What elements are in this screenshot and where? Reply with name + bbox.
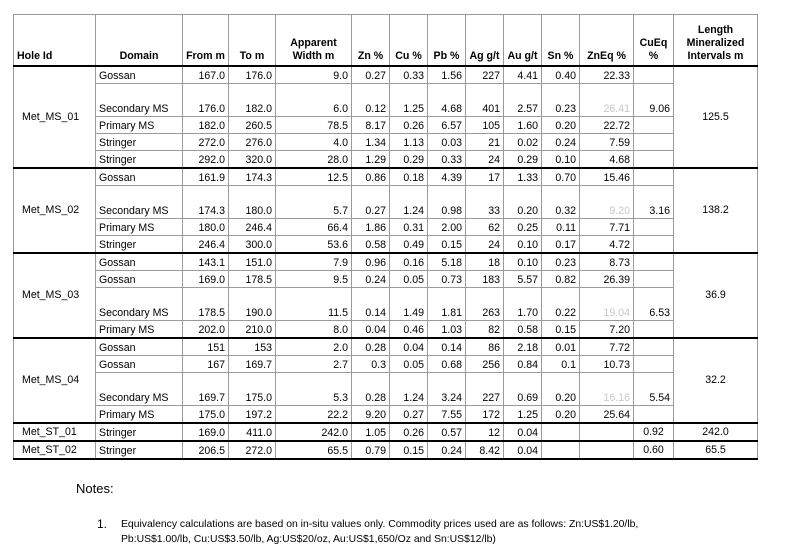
zneq-cell: 16.16 (580, 373, 634, 406)
ag-cell: 401 (466, 84, 504, 117)
to-cell: 153 (229, 338, 276, 356)
pb-cell: 2.00 (428, 219, 466, 236)
au-cell: 4.41 (504, 66, 542, 84)
domain-cell: Secondary MS (96, 373, 183, 406)
ag-cell: 33 (466, 186, 504, 219)
cueq-cell: 6.53 (634, 288, 674, 321)
zn-cell: 0.14 (352, 288, 390, 321)
ag-cell: 24 (466, 236, 504, 254)
to-cell: 272.0 (229, 441, 276, 459)
domain-cell: Gossan (96, 271, 183, 288)
sn-cell: 0.32 (542, 186, 580, 219)
to-cell: 180.0 (229, 186, 276, 219)
width-cell: 6.0 (276, 84, 352, 117)
zneq-cell: 26.41 (580, 84, 634, 117)
col-header-ag: Ag g/t (466, 15, 504, 67)
sn-cell: 0.40 (542, 66, 580, 84)
table-row (14, 151, 758, 169)
col-header-length: Length Mineralized Intervals m (674, 15, 758, 67)
sn-cell: 0.82 (542, 271, 580, 288)
from-cell: 167 (183, 356, 229, 373)
length-cell: 32.2 (674, 338, 758, 423)
au-cell: 1.60 (504, 117, 542, 134)
pb-cell: 0.73 (428, 271, 466, 288)
zneq-cell: 22.33 (580, 66, 634, 84)
width-cell: 9.5 (276, 271, 352, 288)
note-text: Equivalency calculations are based on in-situ values only. Commodity prices used are as follows: Zn:US$1.20/lb, Pb:US$1.00/lb, Cu:US$3.50/lb, Ag:US$20/oz, Au:US$1,650/Oz and Sn:US$12/lb) (121, 519, 639, 545)
from-cell: 161.9 (183, 168, 229, 186)
cu-cell: 1.13 (390, 134, 428, 151)
zn-cell: 8.17 (352, 117, 390, 134)
note-number: 1. (97, 517, 108, 531)
table-row (14, 134, 758, 151)
domain-cell: Stringer (96, 423, 183, 441)
domain-cell: Primary MS (96, 219, 183, 236)
table-row (14, 423, 758, 441)
zneq-cell: 7.71 (580, 219, 634, 236)
to-cell: 246.4 (229, 219, 276, 236)
cu-cell: 0.31 (390, 219, 428, 236)
width-cell: 2.7 (276, 356, 352, 373)
table-row (14, 117, 758, 134)
table-body (14, 66, 758, 459)
hole-id-cell: Met_MS_04 (14, 338, 96, 423)
width-cell: 5.3 (276, 373, 352, 406)
au-cell: 0.04 (504, 441, 542, 459)
zn-cell: 0.3 (352, 356, 390, 373)
zneq-cell: 22.72 (580, 117, 634, 134)
domain-cell: Primary MS (96, 117, 183, 134)
to-cell: 411.0 (229, 423, 276, 441)
table-row (14, 271, 758, 288)
cueq-empty-cell (634, 236, 674, 254)
pb-cell: 1.56 (428, 66, 466, 84)
col-header-width: Apparent Width m (276, 15, 352, 67)
cu-cell: 0.33 (390, 66, 428, 84)
cu-cell: 0.49 (390, 236, 428, 254)
zn-cell: 0.27 (352, 66, 390, 84)
from-cell: 169.7 (183, 373, 229, 406)
domain-cell: Stringer (96, 151, 183, 169)
zneq-cell: 19.04 (580, 288, 634, 321)
pb-cell: 1.81 (428, 288, 466, 321)
cu-cell: 0.16 (390, 253, 428, 271)
width-cell: 11.5 (276, 288, 352, 321)
to-cell: 300.0 (229, 236, 276, 254)
cu-cell: 0.05 (390, 271, 428, 288)
cu-cell: 1.24 (390, 373, 428, 406)
ag-cell: 172 (466, 406, 504, 424)
cueq-empty-cell (634, 338, 674, 356)
table-row (14, 356, 758, 373)
to-cell: 174.3 (229, 168, 276, 186)
pb-cell: 0.14 (428, 338, 466, 356)
cu-cell: 0.27 (390, 406, 428, 424)
zn-cell: 0.12 (352, 84, 390, 117)
to-cell: 276.0 (229, 134, 276, 151)
zn-cell: 0.28 (352, 338, 390, 356)
ag-cell: 227 (466, 373, 504, 406)
pb-cell: 1.03 (428, 321, 466, 339)
from-cell: 176.0 (183, 84, 229, 117)
zn-cell: 0.86 (352, 168, 390, 186)
from-cell: 202.0 (183, 321, 229, 339)
zneq-cell (580, 441, 634, 459)
sn-cell: 0.20 (542, 406, 580, 424)
from-cell: 206.5 (183, 441, 229, 459)
hole-id-cell: Met_ST_02 (14, 441, 96, 459)
width-cell: 2.0 (276, 338, 352, 356)
au-cell: 0.10 (504, 236, 542, 254)
table-row (14, 253, 758, 271)
ag-cell: 21 (466, 134, 504, 151)
pb-cell: 4.68 (428, 84, 466, 117)
zneq-cell: 4.68 (580, 151, 634, 169)
cu-cell: 0.05 (390, 356, 428, 373)
width-cell: 8.0 (276, 321, 352, 339)
sn-cell (542, 441, 580, 459)
table-row (14, 236, 758, 254)
ag-cell: 256 (466, 356, 504, 373)
hole-id-cell: Met_MS_03 (14, 253, 96, 338)
ag-cell: 12 (466, 423, 504, 441)
width-cell: 7.9 (276, 253, 352, 271)
domain-cell: Gossan (96, 356, 183, 373)
sn-cell: 0.1 (542, 356, 580, 373)
pb-cell: 0.33 (428, 151, 466, 169)
to-cell: 190.0 (229, 288, 276, 321)
cueq-empty-cell (634, 151, 674, 169)
col-header-cu: Cu % (390, 15, 428, 67)
sn-cell: 0.11 (542, 219, 580, 236)
col-header-sn: Sn % (542, 15, 580, 67)
sn-cell: 0.70 (542, 168, 580, 186)
domain-cell: Secondary MS (96, 84, 183, 117)
cueq-empty-cell (634, 134, 674, 151)
hole-id-cell: Met_MS_02 (14, 168, 96, 253)
width-cell: 5.7 (276, 186, 352, 219)
length-cell: 138.2 (674, 168, 758, 253)
pb-cell: 6.57 (428, 117, 466, 134)
zneq-cell: 10.73 (580, 356, 634, 373)
domain-cell: Stringer (96, 236, 183, 254)
domain-cell: Stringer (96, 441, 183, 459)
ag-cell: 17 (466, 168, 504, 186)
cueq-cell: 0.60 (634, 441, 674, 459)
to-cell: 169.7 (229, 356, 276, 373)
cueq-empty-cell (634, 66, 674, 84)
from-cell: 182.0 (183, 117, 229, 134)
ag-cell: 8.42 (466, 441, 504, 459)
sn-cell: 0.20 (542, 117, 580, 134)
col-header-au: Au g/t (504, 15, 542, 67)
width-cell: 9.0 (276, 66, 352, 84)
from-cell: 272.0 (183, 134, 229, 151)
col-header-to: To m (229, 15, 276, 67)
au-cell: 0.10 (504, 253, 542, 271)
cueq-empty-cell (634, 253, 674, 271)
table-row (14, 66, 758, 84)
domain-cell: Stringer (96, 134, 183, 151)
hole-id-cell: Met_MS_01 (14, 66, 96, 168)
sn-cell: 0.15 (542, 321, 580, 339)
width-cell: 12.5 (276, 168, 352, 186)
width-cell: 242.0 (276, 423, 352, 441)
from-cell: 169.0 (183, 271, 229, 288)
pb-cell: 7.55 (428, 406, 466, 424)
au-cell: 0.29 (504, 151, 542, 169)
cu-cell: 0.26 (390, 423, 428, 441)
from-cell: 151 (183, 338, 229, 356)
pb-cell: 0.68 (428, 356, 466, 373)
to-cell: 178.5 (229, 271, 276, 288)
col-header-pb: Pb % (428, 15, 466, 67)
width-cell: 22.2 (276, 406, 352, 424)
to-cell: 175.0 (229, 373, 276, 406)
cueq-cell: 9.06 (634, 84, 674, 117)
au-cell: 0.02 (504, 134, 542, 151)
zn-cell: 0.96 (352, 253, 390, 271)
sn-cell: 0.22 (542, 288, 580, 321)
table-row (14, 321, 758, 339)
table-row (14, 373, 758, 406)
cu-cell: 0.18 (390, 168, 428, 186)
cueq-empty-cell (634, 356, 674, 373)
to-cell: 176.0 (229, 66, 276, 84)
sn-cell: 0.20 (542, 373, 580, 406)
zneq-cell: 7.59 (580, 134, 634, 151)
au-cell: 0.58 (504, 321, 542, 339)
table-row (14, 84, 758, 117)
hole-id-cell: Met_ST_01 (14, 423, 96, 441)
domain-cell: Gossan (96, 66, 183, 84)
cueq-empty-cell (634, 271, 674, 288)
cueq-cell: 0.92 (634, 423, 674, 441)
au-cell: 5.57 (504, 271, 542, 288)
from-cell: 167.0 (183, 66, 229, 84)
width-cell: 4.0 (276, 134, 352, 151)
table-row (14, 186, 758, 219)
cu-cell: 1.24 (390, 186, 428, 219)
cu-cell: 1.49 (390, 288, 428, 321)
au-cell: 0.04 (504, 423, 542, 441)
zn-cell: 0.04 (352, 321, 390, 339)
sn-cell: 0.17 (542, 236, 580, 254)
zn-cell: 1.86 (352, 219, 390, 236)
from-cell: 143.1 (183, 253, 229, 271)
length-cell: 65.5 (674, 441, 758, 459)
zneq-cell: 7.72 (580, 338, 634, 356)
col-header-cueq: CuEq % (634, 15, 674, 67)
cueq-empty-cell (634, 406, 674, 424)
zn-cell: 0.28 (352, 373, 390, 406)
cueq-empty-cell (634, 321, 674, 339)
au-cell: 1.70 (504, 288, 542, 321)
pb-cell: 0.57 (428, 423, 466, 441)
to-cell: 197.2 (229, 406, 276, 424)
au-cell: 1.25 (504, 406, 542, 424)
domain-cell: Gossan (96, 253, 183, 271)
cu-cell: 0.26 (390, 117, 428, 134)
cu-cell: 0.46 (390, 321, 428, 339)
sn-cell: 0.23 (542, 84, 580, 117)
zn-cell: 0.27 (352, 186, 390, 219)
pb-cell: 4.39 (428, 168, 466, 186)
sn-cell: 0.10 (542, 151, 580, 169)
domain-cell: Primary MS (96, 406, 183, 424)
table-row (14, 219, 758, 236)
ag-cell: 227 (466, 66, 504, 84)
length-cell: 125.5 (674, 66, 758, 168)
domain-cell: Secondary MS (96, 288, 183, 321)
au-cell: 0.84 (504, 356, 542, 373)
au-cell: 2.57 (504, 84, 542, 117)
pb-cell: 3.24 (428, 373, 466, 406)
zneq-cell: 4.72 (580, 236, 634, 254)
au-cell: 0.69 (504, 373, 542, 406)
col-header-zneq: ZnEq % (580, 15, 634, 67)
au-cell: 1.33 (504, 168, 542, 186)
header-row (14, 15, 758, 67)
zneq-cell: 25.64 (580, 406, 634, 424)
cu-cell: 0.04 (390, 338, 428, 356)
to-cell: 320.0 (229, 151, 276, 169)
zneq-cell: 8.73 (580, 253, 634, 271)
zn-cell: 1.29 (352, 151, 390, 169)
domain-cell: Primary MS (96, 321, 183, 339)
width-cell: 66.4 (276, 219, 352, 236)
domain-cell: Gossan (96, 338, 183, 356)
pb-cell: 0.24 (428, 441, 466, 459)
cueq-empty-cell (634, 117, 674, 134)
domain-cell: Secondary MS (96, 186, 183, 219)
au-cell: 2.18 (504, 338, 542, 356)
cueq-cell: 5.54 (634, 373, 674, 406)
zn-cell: 1.05 (352, 423, 390, 441)
zneq-cell: 9.20 (580, 186, 634, 219)
sn-cell: 0.23 (542, 253, 580, 271)
from-cell: 292.0 (183, 151, 229, 169)
pb-cell: 0.03 (428, 134, 466, 151)
zneq-cell (580, 423, 634, 441)
ag-cell: 105 (466, 117, 504, 134)
length-cell: 242.0 (674, 423, 758, 441)
table-row (14, 168, 758, 186)
ag-cell: 24 (466, 151, 504, 169)
col-header-zn: Zn % (352, 15, 390, 67)
from-cell: 180.0 (183, 219, 229, 236)
ag-cell: 82 (466, 321, 504, 339)
from-cell: 178.5 (183, 288, 229, 321)
table-row (14, 406, 758, 424)
width-cell: 28.0 (276, 151, 352, 169)
ag-cell: 263 (466, 288, 504, 321)
cueq-empty-cell (634, 168, 674, 186)
ag-cell: 62 (466, 219, 504, 236)
width-cell: 65.5 (276, 441, 352, 459)
to-cell: 210.0 (229, 321, 276, 339)
pb-cell: 0.15 (428, 236, 466, 254)
from-cell: 169.0 (183, 423, 229, 441)
notes-title: Notes: (76, 481, 114, 496)
zneq-cell: 26.39 (580, 271, 634, 288)
length-cell: 36.9 (674, 253, 758, 338)
zn-cell: 0.58 (352, 236, 390, 254)
zn-cell: 1.34 (352, 134, 390, 151)
col-header-from: From m (183, 15, 229, 67)
table-row (14, 338, 758, 356)
cu-cell: 1.25 (390, 84, 428, 117)
cu-cell: 0.29 (390, 151, 428, 169)
domain-cell: Gossan (96, 168, 183, 186)
cueq-cell: 3.16 (634, 186, 674, 219)
from-cell: 174.3 (183, 186, 229, 219)
drill-results-table (13, 14, 758, 460)
zn-cell: 9.20 (352, 406, 390, 424)
width-cell: 78.5 (276, 117, 352, 134)
ag-cell: 183 (466, 271, 504, 288)
cu-cell: 0.15 (390, 441, 428, 459)
ag-cell: 18 (466, 253, 504, 271)
to-cell: 260.5 (229, 117, 276, 134)
from-cell: 175.0 (183, 406, 229, 424)
cueq-empty-cell (634, 219, 674, 236)
pb-cell: 5.18 (428, 253, 466, 271)
sn-cell: 0.24 (542, 134, 580, 151)
to-cell: 151.0 (229, 253, 276, 271)
table-row (14, 441, 758, 459)
au-cell: 0.25 (504, 219, 542, 236)
zn-cell: 0.24 (352, 271, 390, 288)
sn-cell (542, 423, 580, 441)
au-cell: 0.20 (504, 186, 542, 219)
sn-cell: 0.01 (542, 338, 580, 356)
col-header-hole-id: Hole Id (14, 15, 96, 67)
col-header-domain: Domain (96, 15, 183, 67)
ag-cell: 86 (466, 338, 504, 356)
width-cell: 53.6 (276, 236, 352, 254)
zneq-cell: 7.20 (580, 321, 634, 339)
table-row (14, 288, 758, 321)
pb-cell: 0.98 (428, 186, 466, 219)
zneq-cell: 15.46 (580, 168, 634, 186)
to-cell: 182.0 (229, 84, 276, 117)
zn-cell: 0.79 (352, 441, 390, 459)
from-cell: 246.4 (183, 236, 229, 254)
